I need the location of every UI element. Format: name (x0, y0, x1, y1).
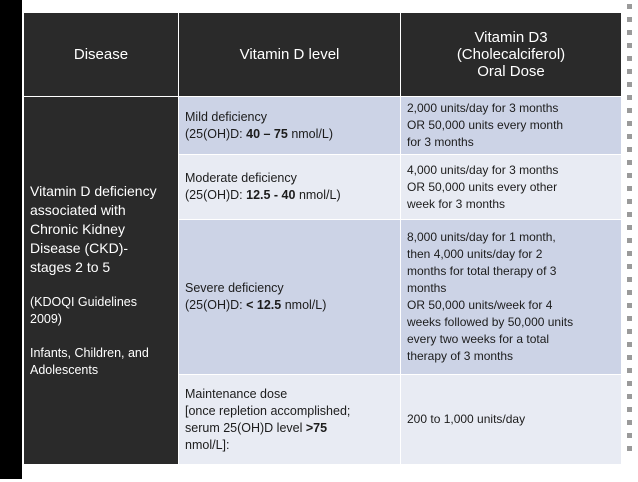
level-name: Moderate deficiency (185, 171, 297, 185)
header-row (24, 13, 622, 97)
table-row (24, 97, 622, 155)
decorative-dot-column (622, 4, 636, 482)
level-range-line: (25(OH)D: 40 – 75 nmol/L) (185, 126, 333, 141)
dose-line: weeks followed by 50,000 units (407, 315, 574, 329)
dose-cell (401, 375, 622, 465)
disease-cell (24, 97, 179, 465)
decorative-dot (627, 134, 632, 139)
decorative-dot (627, 264, 632, 269)
level-name: Severe deficiency (185, 281, 284, 295)
level-range-line: (25(OH)D: 12.5 - 40 nmol/L) (185, 188, 341, 202)
dose-line: then 4,000 units/day for 2 (407, 247, 543, 261)
decorative-dot (627, 17, 632, 22)
dose-line: week for 3 months (407, 196, 506, 211)
level-range-line: serum 25(OH)D level >75 (185, 420, 328, 435)
level-cell (179, 375, 401, 465)
level-range: 40 – 75 (246, 126, 288, 141)
level-cell (179, 220, 401, 375)
header-oral-dose (401, 13, 622, 97)
dose-cell (401, 97, 622, 155)
decorative-dot (627, 407, 632, 412)
dose-line: 2,000 units/day for 3 months (407, 101, 559, 115)
decorative-dot (627, 160, 632, 165)
dose-line: OR 50,000 units/week for 4 (407, 298, 553, 312)
decorative-dot (627, 212, 632, 217)
dose-line: 4,000 units/day for 3 months (407, 162, 559, 177)
decorative-dot (627, 108, 632, 113)
left-accent-bar (0, 0, 22, 479)
level-range-line: (25(OH)D: < 12.5 nmol/L) (185, 298, 327, 312)
dose-line: 8,000 units/day for 1 month, (407, 230, 556, 244)
decorative-dot (627, 303, 632, 308)
decorative-dot (627, 290, 632, 295)
dose-line: OR 50,000 units every other (407, 179, 558, 194)
header-dose-line: Vitamin D3 (474, 29, 548, 46)
level-range: >75 (305, 420, 328, 435)
decorative-dot (627, 69, 632, 74)
decorative-dot (627, 251, 632, 256)
dose-cell (401, 155, 622, 220)
dose-line: OR 50,000 units every month (407, 118, 564, 132)
dose-line: months for total therapy of 3 (407, 264, 557, 278)
disease-name: Vitamin D deficiency associated with Chronic Kidney Disease (CKD)- stages 2 to 5 (30, 183, 157, 275)
decorative-dot (627, 277, 632, 282)
decorative-dot (627, 199, 632, 204)
decorative-dot (627, 147, 632, 152)
dose-line: 200 to 1,000 units/day (407, 412, 526, 426)
decorative-dot (627, 316, 632, 321)
decorative-dot (627, 186, 632, 191)
dose-cell (401, 220, 622, 375)
decorative-dot (627, 433, 632, 438)
header-dose-line: Oral Dose (477, 63, 545, 80)
vitamin-d-dosing-table (23, 12, 622, 465)
decorative-dot (627, 43, 632, 48)
dose-line: therapy of 3 months (407, 349, 514, 363)
decorative-dot (627, 420, 632, 425)
patient-population: Infants, Children, and Adolescents (30, 346, 149, 377)
decorative-dot (627, 225, 632, 230)
guideline-reference: (KDOQI Guidelines 2009) (30, 295, 137, 326)
decorative-dot (627, 4, 632, 9)
decorative-dot (627, 82, 632, 87)
decorative-dot (627, 238, 632, 243)
header-vitamin-d-level: Vitamin D level (179, 13, 401, 97)
level-name: Mild deficiency (185, 109, 267, 124)
dose-line: every two weeks for a total (407, 332, 550, 346)
header-dose-line: (Cholecalciferol) (456, 46, 566, 63)
level-note: [once repletion accomplished; (185, 403, 351, 418)
decorative-dot (627, 56, 632, 61)
dose-line: for 3 months (407, 135, 474, 149)
decorative-dot (627, 95, 632, 100)
decorative-dot (627, 329, 632, 334)
header-disease: Disease (24, 13, 179, 97)
decorative-dot (627, 368, 632, 373)
decorative-dot (627, 446, 632, 451)
decorative-dot (627, 121, 632, 126)
decorative-dot (627, 355, 632, 360)
decorative-dot (627, 381, 632, 386)
decorative-dot (627, 342, 632, 347)
level-range: 12.5 - 40 (246, 188, 296, 202)
level-range: < 12.5 (246, 298, 282, 312)
level-cell (179, 155, 401, 220)
decorative-dot (627, 30, 632, 35)
level-name: Maintenance dose (185, 386, 288, 401)
level-note: nmol/L]: (185, 437, 230, 452)
decorative-dot (627, 394, 632, 399)
level-cell (179, 97, 401, 155)
decorative-dot (627, 173, 632, 178)
dose-line: months (407, 281, 447, 295)
